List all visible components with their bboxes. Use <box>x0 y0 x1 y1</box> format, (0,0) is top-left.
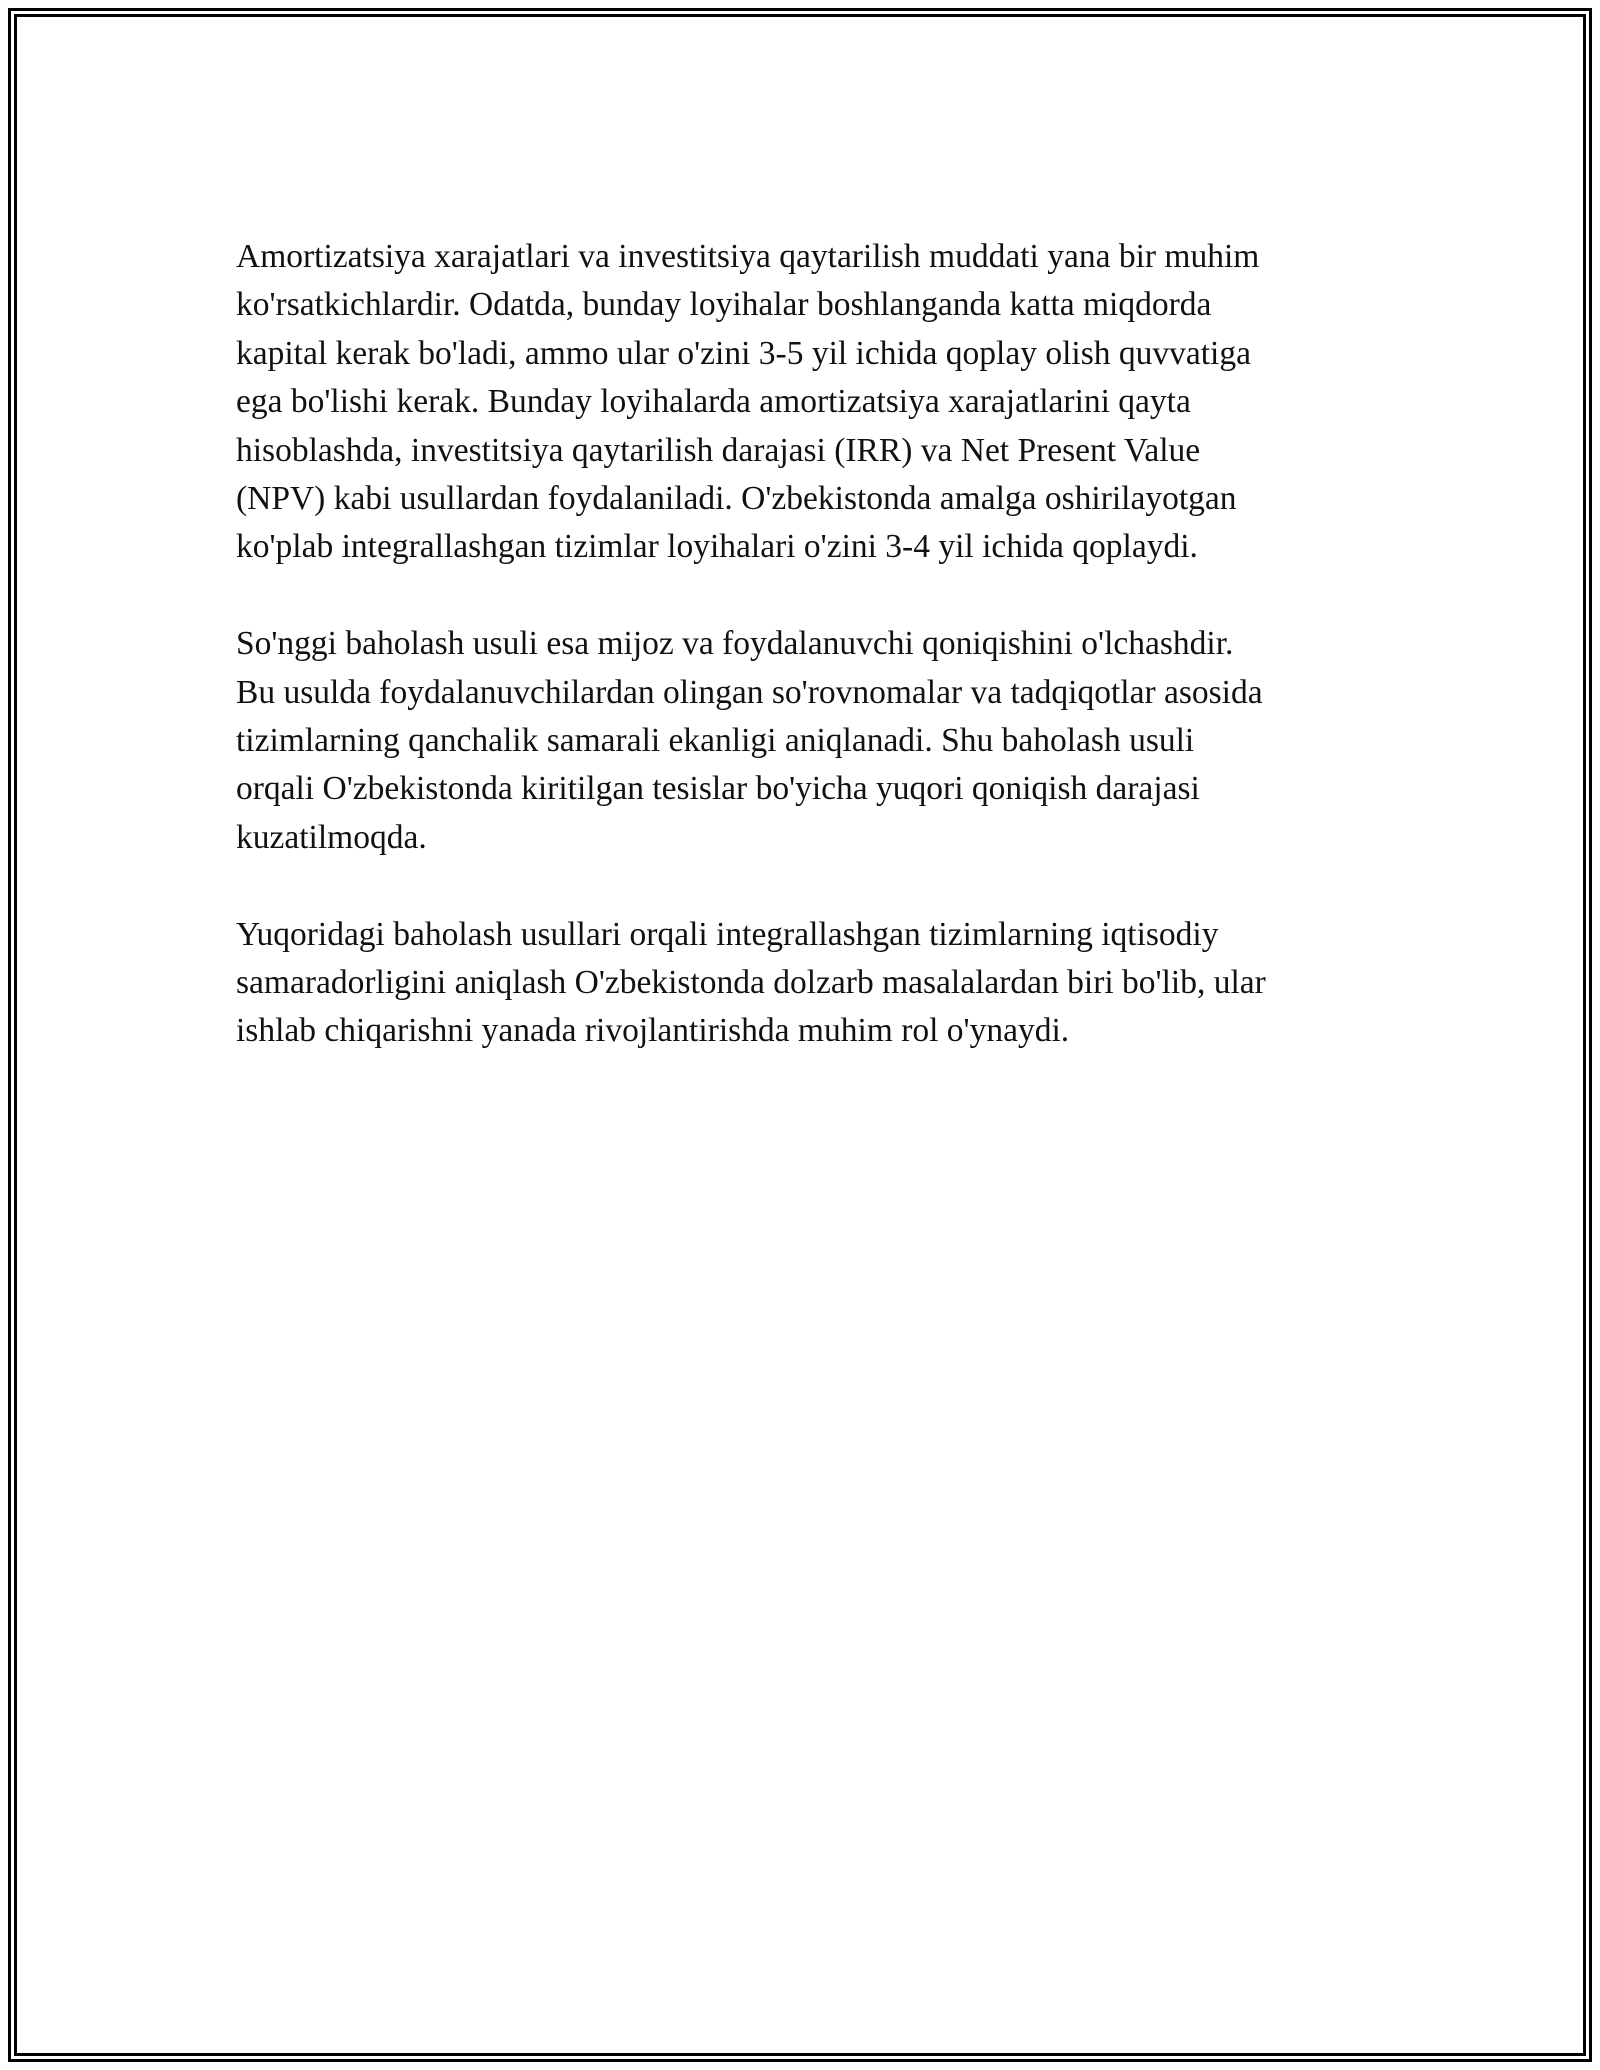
text-line: ega bo'lishi kerak. Bunday loyihalarda amortizatsiya xarajatlarini qayta <box>236 383 1191 421</box>
text-line: (NPV) kabi usullardan foydalaniladi. O'zbekistonda amalga oshirilayotgan <box>236 480 1237 518</box>
text-line: kuzatilmoqda. <box>236 818 427 856</box>
text-line: kapital kerak bo'ladi, ammo ular o'zini 3-5 yil ichida qoplay olish quvvatiga <box>236 334 1251 372</box>
document-body <box>236 233 1386 1104</box>
text-line: ko'plab integrallashgan tizimlar loyihalari o'zini 3-4 yil ichida qoplaydi. <box>236 528 1198 566</box>
text-line: Bu usulda foydalanuvchilardan olingan so'rovnomalar va tadqiqotlar asosida <box>236 673 1263 711</box>
text-line: Amortizatsiya xarajatlari va investitsiya qaytarilish muddati yana bir muhim <box>236 238 1260 275</box>
paragraph-conclusion <box>236 911 1386 1056</box>
paragraph-amortization <box>236 233 1386 572</box>
text-line: So'nggi baholash usuli esa mijoz va foydalanuvchi qoniqishini o'lchashdir. <box>236 625 1234 663</box>
text-line: ko'rsatkichlardir. Odatda, bunday loyihalar boshlanganda katta miqdorda <box>236 286 1212 324</box>
text-line: tizimlarning qanchalik samarali ekanligi aniqlanadi. Shu baholash usuli <box>236 722 1195 760</box>
text-line: orqali O'zbekistonda kiritilgan tesislar bo'yicha yuqori qoniqish darajasi <box>236 770 1200 808</box>
text-line: hisoblashda, investitsiya qaytarilish darajasi (IRR) va Net Present Value <box>236 431 1201 469</box>
text-line: Yuqoridagi baholash usullari orqali integrallashgan tizimlarning iqtisodiy <box>236 915 1219 953</box>
text-line: ishlab chiqarishni yanada rivojlantirishda muhim rol o'ynaydi. <box>236 1012 1070 1050</box>
text-line: samaradorligini aniqlash O'zbekistonda dolzarb masalalardan biri bo'lib, ular <box>236 964 1266 1002</box>
paragraph-satisfaction <box>236 620 1386 862</box>
